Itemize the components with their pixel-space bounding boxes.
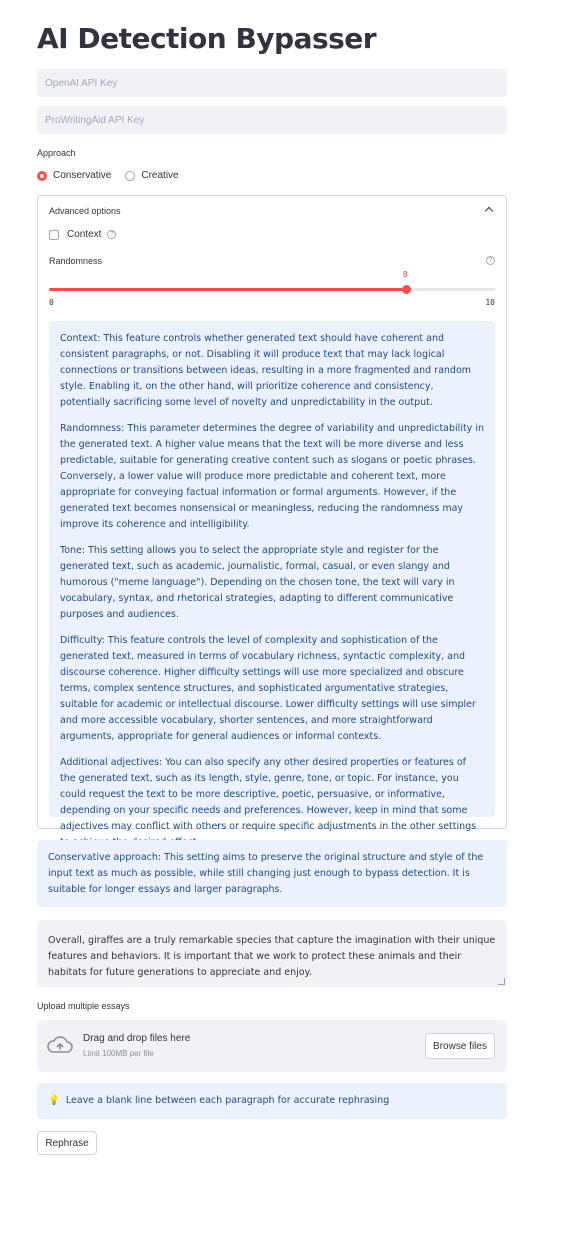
lightbulb-icon: 💡	[48, 1095, 60, 1106]
cloud-upload-icon	[47, 1036, 73, 1054]
help-paragraph-adjectives: Additional adjectives: You can also specify any other desired properties or features of the generated text, such as its length, style, genre, tone, or topic. For instance, you could request the text to be more descriptive, poetic, persuasive, or informative, depending on your specific needs and preferences. However, keep in mind that some adjectives may conflict with others or require specific adjustments in the other settings	[60, 757, 477, 832]
slider-max-label: 10	[485, 298, 495, 307]
help-paragraph-difficulty: Difficulty: This feature controls the level of complexity and sophistication of the generated text, measured in terms of vocabulary richness, syntactic complexity, and discourse coherence. Higher difficulty settings will use more specialized and obscure terms, complex sentence structures, and sophisticated argumentative strategies, suitable for academic or intellectual discourse. Lower difficulty settings will use simpler and more accessible vocabulary, shorter sentences, and more straightforward arguments, appropriate for general audiences or informal contexts.	[60, 635, 476, 742]
help-paragraph-context: Context: This feature controls whether generated text should have coherent and consistent paragraphs, or not. Disabling it will produce text that may lack logical connections or transitions between ideas, resulting in a more fragmented and random style. Enabling it, on the other hand, will prioritize coherence and consistency, potentially sacrificing some level of novelty and unpredictability in the output.	[60, 333, 472, 408]
approach-label: Approach	[37, 148, 76, 158]
help-icon[interactable]: ?	[107, 230, 116, 239]
upload-limit: Limit 100MB per file	[83, 1049, 154, 1058]
file-uploader-dropzone[interactable]	[37, 1020, 507, 1072]
essay-text: Overall, giraffes are a truly remarkable species that capture the imagination with their unique features and behaviors. It is important that we work to protect these animals and their habitats for future generations to appreciate and enjoy.	[48, 935, 496, 978]
slider-thumb[interactable]	[402, 285, 411, 294]
chevron-up-icon[interactable]	[485, 207, 493, 215]
resize-handle-icon[interactable]	[498, 978, 505, 985]
context-checkbox-row[interactable]	[49, 229, 116, 240]
rephrase-button[interactable]: Rephrase	[37, 1131, 97, 1155]
tip-text: Leave a blank line between each paragraph for accurate rephrasing	[65, 1095, 390, 1106]
approach-info-text: Conservative approach: This setting aims to preserve the original structure and style of the input text as much as possible, while still changing just enough to bypass detection. It is suitable for longer essays and larger paragraphs.	[48, 852, 484, 895]
radio-dot	[125, 171, 135, 181]
page-title: AI Detection Bypasser	[37, 22, 377, 55]
advanced-options-expander	[37, 195, 507, 832]
upload-title: Drag and drop files here	[83, 1033, 191, 1044]
essay-textarea[interactable]	[37, 920, 507, 987]
radio-conservative[interactable]	[37, 170, 111, 181]
randomness-label: Randomness	[49, 256, 103, 266]
help-paragraph-randomness: Randomness: This parameter determines the degree of variability and unpredictability in the generated text. A higher value means that the text will be more diverse and less predictable, suitable for generating creative content such as slogans or poetic phrases. Conversely, a lower value will produce more predictable and coherent text, more appropriate for conveying factual information or formal arguments. However, if the generated text becomes nonsensical or meaningless, reducing the randomness may improve its coherence and intelligibility.	[60, 423, 484, 530]
slider-fill	[49, 288, 406, 291]
prowritingaid-api-key-input[interactable]	[37, 106, 507, 134]
randomness-slider[interactable]	[49, 288, 495, 291]
radio-label: Creative	[141, 170, 179, 181]
help-icon[interactable]: ?	[486, 256, 495, 265]
upload-label: Upload multiple essays	[37, 1001, 130, 1011]
approach-info-box	[37, 840, 507, 907]
slider-min-label: 0	[49, 298, 54, 307]
randomness-value: 8	[402, 270, 408, 279]
help-paragraph-tone: Tone: This setting allows you to select the appropriate style and register for the generated text, such as academic, journalistic, formal, casual, or even slangy and humorous ("meme language"). Depending on the chosen tone, the text will vary in vocabulary, syntax, and rhetorical strategies, adapting to different communicative purposes and audiences.	[60, 545, 455, 620]
tip-info-box	[37, 1083, 507, 1119]
context-label: Context	[67, 229, 102, 240]
advanced-options-help-box	[49, 321, 495, 832]
advanced-options-header[interactable]: Advanced options	[49, 206, 121, 216]
radio-label: Conservative	[53, 170, 112, 181]
radio-creative[interactable]	[125, 170, 178, 181]
radio-dot-selected	[37, 171, 47, 181]
openai-api-key-input[interactable]	[37, 69, 507, 97]
context-checkbox[interactable]	[49, 230, 59, 240]
approach-radio-group	[37, 170, 193, 181]
browse-files-button[interactable]: Browse files	[425, 1033, 495, 1059]
